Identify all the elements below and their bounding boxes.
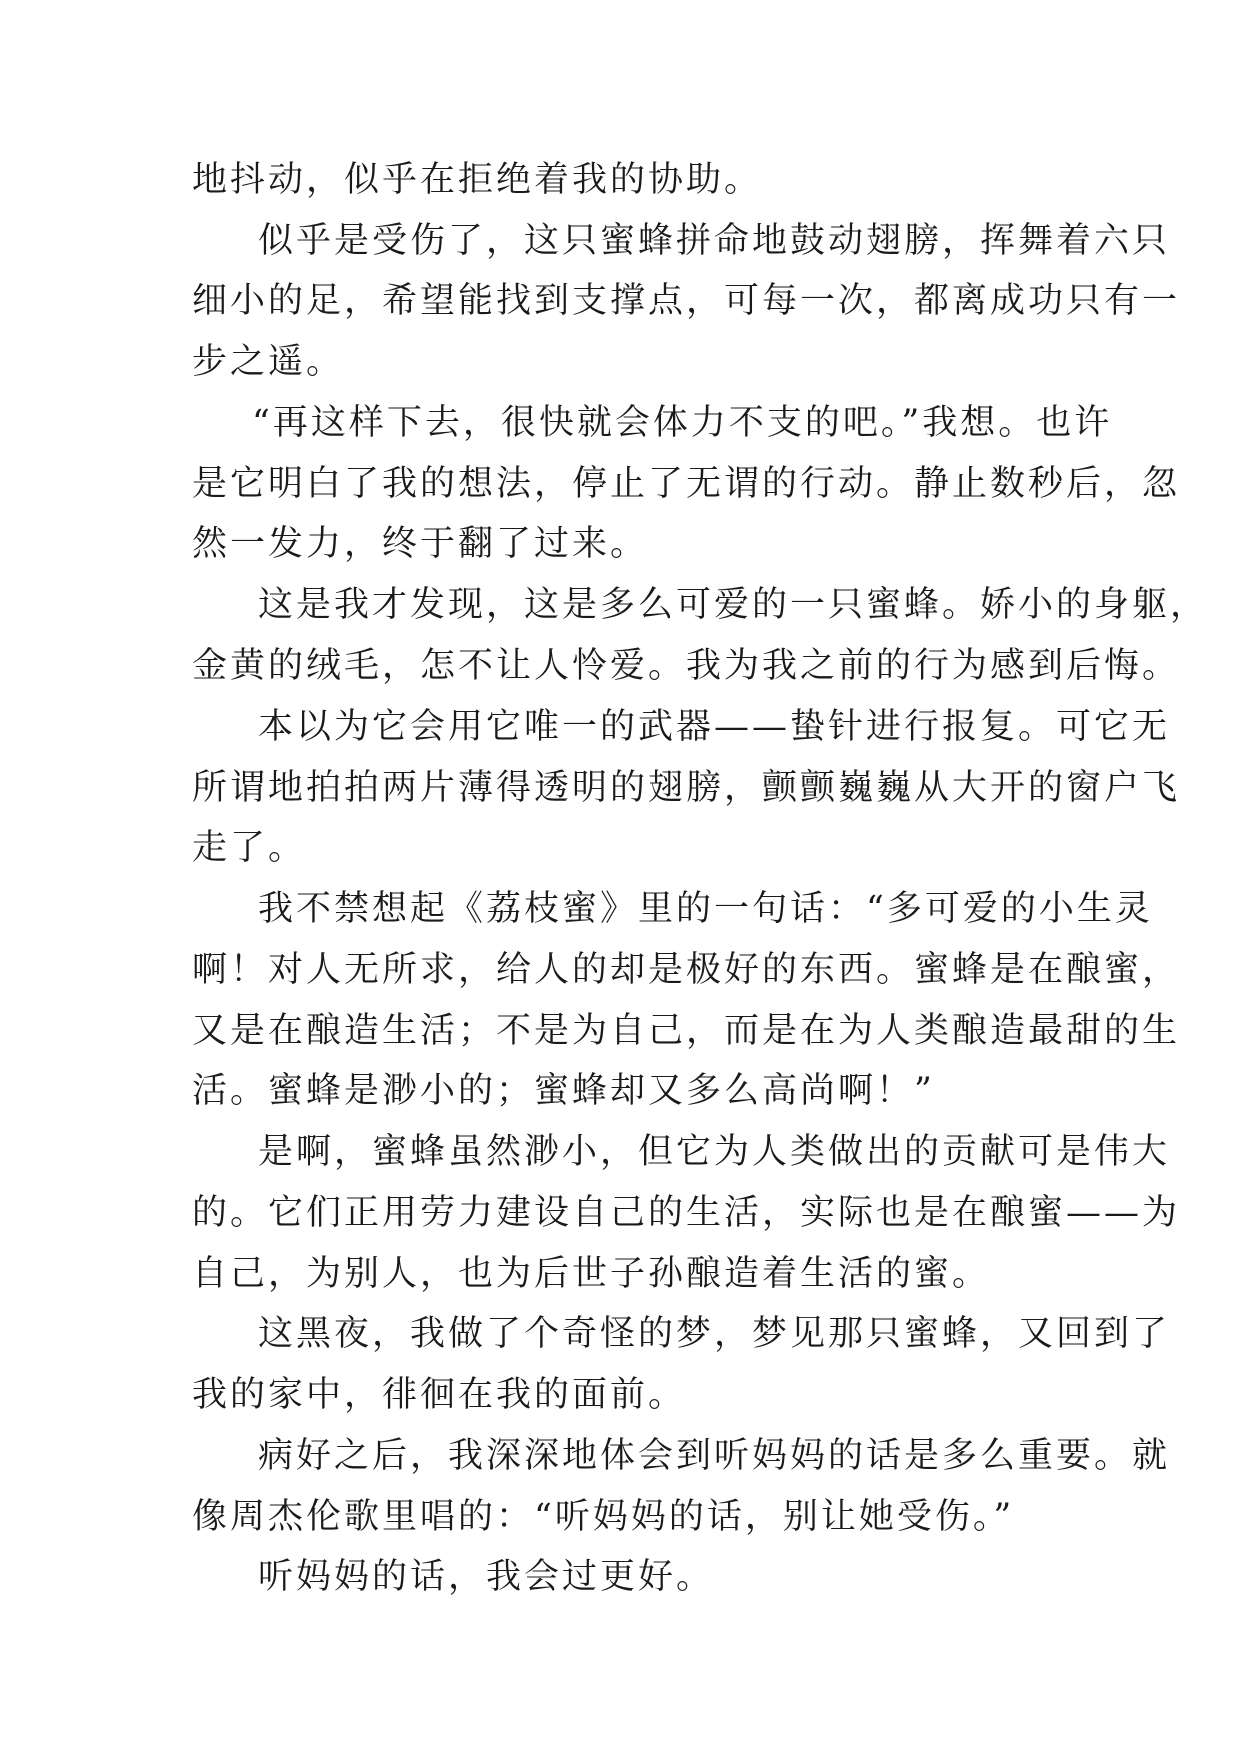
paragraph-start-line: “再这样下去，很快就会体力不支的吧。”我想。也许 bbox=[252, 403, 1113, 443]
paragraph-start-line: 听妈妈的话，我会过更好。 bbox=[258, 1557, 715, 1597]
text-line: 走了。 bbox=[192, 828, 307, 868]
paragraph-start-line: 病好之后，我深深地体会到听妈妈的话是多么重要。就 bbox=[258, 1436, 1171, 1476]
text-line: 活。蜜蜂是渺小的；蜜蜂却又多么高尚啊！” bbox=[192, 1071, 935, 1111]
paragraph-start-line: 这黑夜，我做了个奇怪的梦，梦见那只蜜蜂，又回到了 bbox=[258, 1314, 1171, 1354]
paragraph-start-line: 是啊，蜜蜂虽然渺小，但它为人类做出的贡献可是伟大 bbox=[258, 1132, 1171, 1172]
text-line: 所谓地拍拍两片薄得透明的翅膀，颤颤巍巍从大开的窗户飞 bbox=[192, 768, 1181, 808]
text-line: 又是在酿造生活；不是为自己，而是在为人类酿造最甜的生 bbox=[192, 1011, 1181, 1051]
paragraph-start-line: 这是我才发现，这是多么可爱的一只蜜蜂。娇小的身躯， bbox=[258, 585, 1209, 625]
text-line: 金黄的绒毛，怎不让人怜爱。我为我之前的行为感到后悔。 bbox=[192, 646, 1181, 686]
text-line: 地抖动，似乎在拒绝着我的协助。 bbox=[192, 160, 763, 200]
text-line: 自己，为别人，也为后世子孙酿造着生活的蜜。 bbox=[192, 1254, 991, 1294]
text-line: 我的家中，徘徊在我的面前。 bbox=[192, 1375, 687, 1415]
text-line: 像周杰伦歌里唱的：“听妈妈的话，别让她受伤。” bbox=[192, 1497, 1015, 1537]
text-line: 是它明白了我的想法，停止了无谓的行动。静止数秒后，忽 bbox=[192, 464, 1181, 504]
paragraph-start-line: 我不禁想起《荔枝蜜》里的一句话：“多可爱的小生灵 bbox=[258, 889, 1153, 929]
text-line: 细小的足，希望能找到支撑点，可每一次，都离成功只有一 bbox=[192, 281, 1181, 321]
text-line: 的。它们正用劳力建设自己的生活，实际也是在酿蜜——为 bbox=[192, 1193, 1181, 1233]
paragraph-start-line: 本以为它会用它唯一的武器——蛰针进行报复。可它无 bbox=[258, 707, 1171, 747]
text-line: 啊！对人无所求，给人的却是极好的东西。蜜蜂是在酿蜜， bbox=[192, 950, 1181, 990]
text-line: 步之遥。 bbox=[192, 342, 345, 382]
paragraph-start-line: 似乎是受伤了，这只蜜蜂拼命地鼓动翅膀，挥舞着六只 bbox=[258, 221, 1171, 261]
text-line: 然一发力，终于翻了过来。 bbox=[192, 524, 649, 564]
